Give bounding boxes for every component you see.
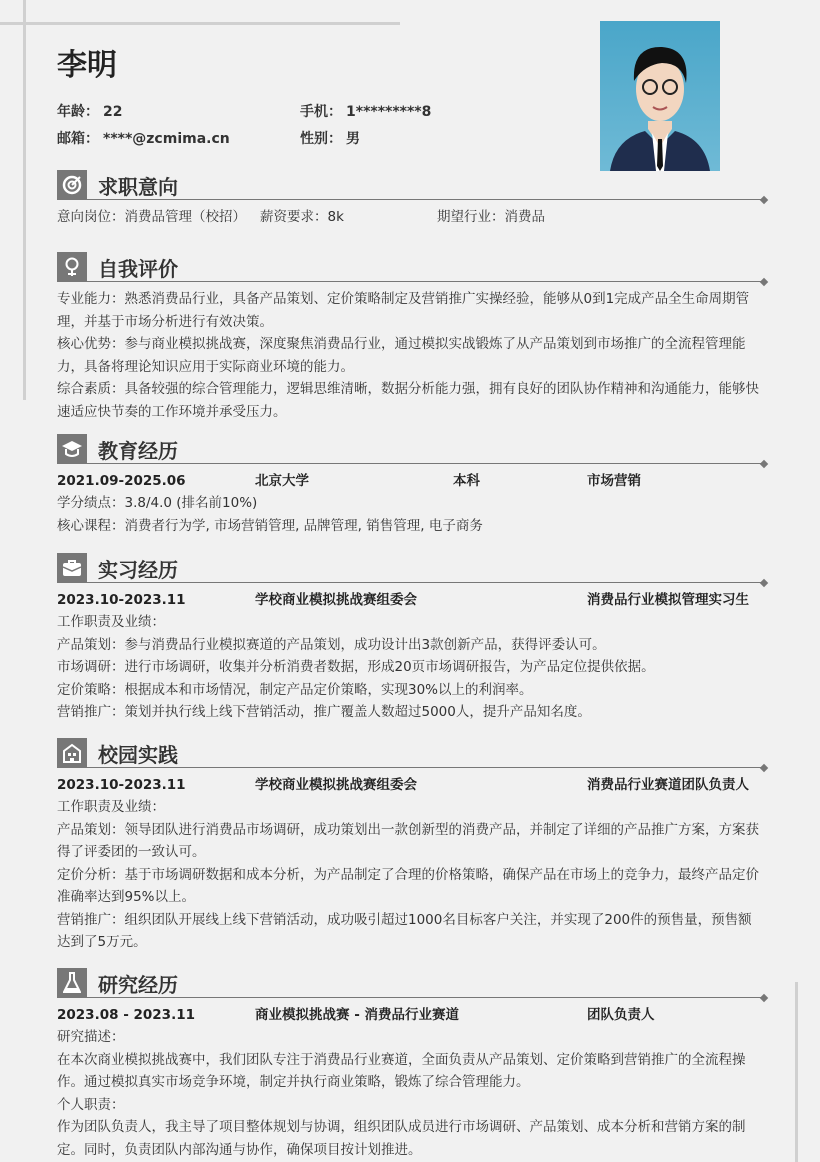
target-icon bbox=[57, 170, 87, 200]
self-line: 综合素质：具备较强的综合管理能力，逻辑思维清晰，数据分析能力强，拥有良好的团队协作精神和沟通能力，能够快速适应快节奏的工作环境并承受压力。 bbox=[57, 381, 759, 420]
flask-icon bbox=[57, 968, 87, 998]
section-title: 校园实践 bbox=[98, 743, 178, 767]
research-role: 团队负责人 bbox=[587, 1007, 655, 1023]
decorative-line bbox=[23, 0, 26, 400]
campus-date: 2023.10-2023.11 bbox=[57, 777, 186, 793]
section-title: 实习经历 bbox=[98, 558, 178, 582]
intern-org: 学校商业模拟挑战赛组委会 bbox=[255, 592, 417, 608]
briefcase-icon bbox=[57, 553, 87, 583]
intern-line: 市场调研：进行市场调研，收集并分析消费者数据，形成20页市场调研报告，为产品定位提供依据。 bbox=[57, 659, 655, 675]
intent-industry: 期望行业：消费品 bbox=[437, 209, 545, 225]
research-line: 研究描述： bbox=[57, 1029, 125, 1045]
campus-line: 工作职责及业绩： bbox=[57, 799, 165, 815]
candidate-name: 李明 bbox=[57, 48, 117, 83]
campus-role: 消费品行业赛道团队负责人 bbox=[587, 777, 749, 793]
intern-role: 消费品行业模拟管理实习生 bbox=[587, 592, 749, 608]
section-internship bbox=[57, 553, 765, 724]
section-campus bbox=[57, 738, 765, 954]
graduation-cap-icon bbox=[57, 434, 87, 464]
intern-line: 营销推广：策划并执行线上线下营销活动，推广覆盖人数超过5000人，提升产品知名度。 bbox=[57, 704, 591, 720]
campus-line: 营销推广：组织团队开展线上线下营销活动，成功吸引超过1000名目标客户关注，并实现了200件的预售量，预售额达到了5万元。 bbox=[57, 911, 752, 950]
research-org: 商业模拟挑战赛 - 消费品行业赛道 bbox=[255, 1007, 460, 1023]
research-date: 2023.08 - 2023.11 bbox=[57, 1007, 195, 1023]
section-title: 教育经历 bbox=[98, 439, 178, 463]
edu-line: 学分绩点：3.8/4.0 (排名前10%) bbox=[57, 495, 258, 511]
edu-degree: 本科 bbox=[453, 473, 480, 489]
gender-field: 性别： 男 bbox=[300, 131, 360, 147]
profile-photo bbox=[600, 21, 720, 171]
self-line: 核心优势：参与商业模拟挑战赛，深度聚焦消费品行业，通过模拟实战锻炼了从产品策划到市场推广的全流程管理能力，具备将理论知识应用于实际商业环境的能力。 bbox=[57, 336, 746, 375]
section-self-evaluation bbox=[57, 252, 765, 423]
research-line: 作为团队负责人，我主导了项目整体规划与协调，组织团队成员进行市场调研、产品策划、成本分析和营销方案的制定。同时，负责团队内部沟通与协作，确保项目按计划推进。 bbox=[57, 1119, 746, 1158]
email-field: 邮箱： ****@zcmima.cn bbox=[57, 131, 230, 147]
section-title: 求职意向 bbox=[98, 175, 178, 199]
intern-date: 2023.10-2023.11 bbox=[57, 592, 186, 608]
campus-line: 定价分析：基于市场调研数据和成本分析，为产品制定了合理的价格策略，确保产品在市场上的竞争力，最终产品定价准确率达到95%以上。 bbox=[57, 866, 759, 905]
self-line: 专业能力：熟悉消费品行业，具备产品策划、定价策略制定及营销推广实操经验，能够从0到1完成产品全生命周期管理，并基于市场分析进行有效决策。 bbox=[57, 291, 750, 330]
edu-major: 市场营销 bbox=[587, 473, 641, 489]
campus-line: 产品策划：领导团队进行消费品市场调研，成功策划出一款创新型的消费产品，并制定了详细的产品推广方案，方案获得了评委团的一致认可。 bbox=[57, 821, 759, 860]
edu-line: 核心课程：消费者行为学, 市场营销管理, 品牌管理, 销售管理, 电子商务 bbox=[57, 517, 483, 534]
edu-school: 北京大学 bbox=[255, 473, 309, 489]
section-job-intent bbox=[57, 170, 765, 229]
section-research bbox=[57, 968, 765, 1161]
intent-salary: 薪资要求：8k bbox=[260, 209, 344, 225]
decorative-line bbox=[0, 22, 400, 25]
decorative-line bbox=[795, 982, 798, 1162]
age-field: 年龄： 22 bbox=[57, 104, 123, 120]
research-line: 个人职责： bbox=[57, 1096, 125, 1113]
campus-org: 学校商业模拟挑战赛组委会 bbox=[255, 777, 417, 793]
research-line: 在本次商业模拟挑战赛中，我们团队专注于消费品行业赛道，全面负责从产品策划、定价策略到营销推广的全流程操作。通过模拟真实市场竞争环境，制定并执行商业策略，锻炼了综合管理能力。 bbox=[57, 1051, 746, 1090]
phone-field: 手机： 1*********8 bbox=[300, 104, 432, 120]
intent-position: 意向岗位：消费品管理（校招） bbox=[57, 209, 246, 225]
intern-line: 定价策略：根据成本和市场情况，制定产品定价策略，实现30%以上的利润率。 bbox=[57, 681, 533, 698]
intern-line: 工作职责及业绩： bbox=[57, 614, 165, 630]
section-title: 研究经历 bbox=[98, 973, 178, 997]
badge-icon bbox=[57, 252, 87, 282]
section-education bbox=[57, 434, 765, 537]
intern-line: 产品策划：参与消费品行业模拟赛道的产品策划，成功设计出3款创新产品，获得评委认可。 bbox=[57, 636, 606, 653]
edu-date: 2021.09-2025.06 bbox=[57, 473, 186, 489]
section-title: 自我评价 bbox=[98, 257, 178, 281]
building-icon bbox=[57, 738, 87, 768]
